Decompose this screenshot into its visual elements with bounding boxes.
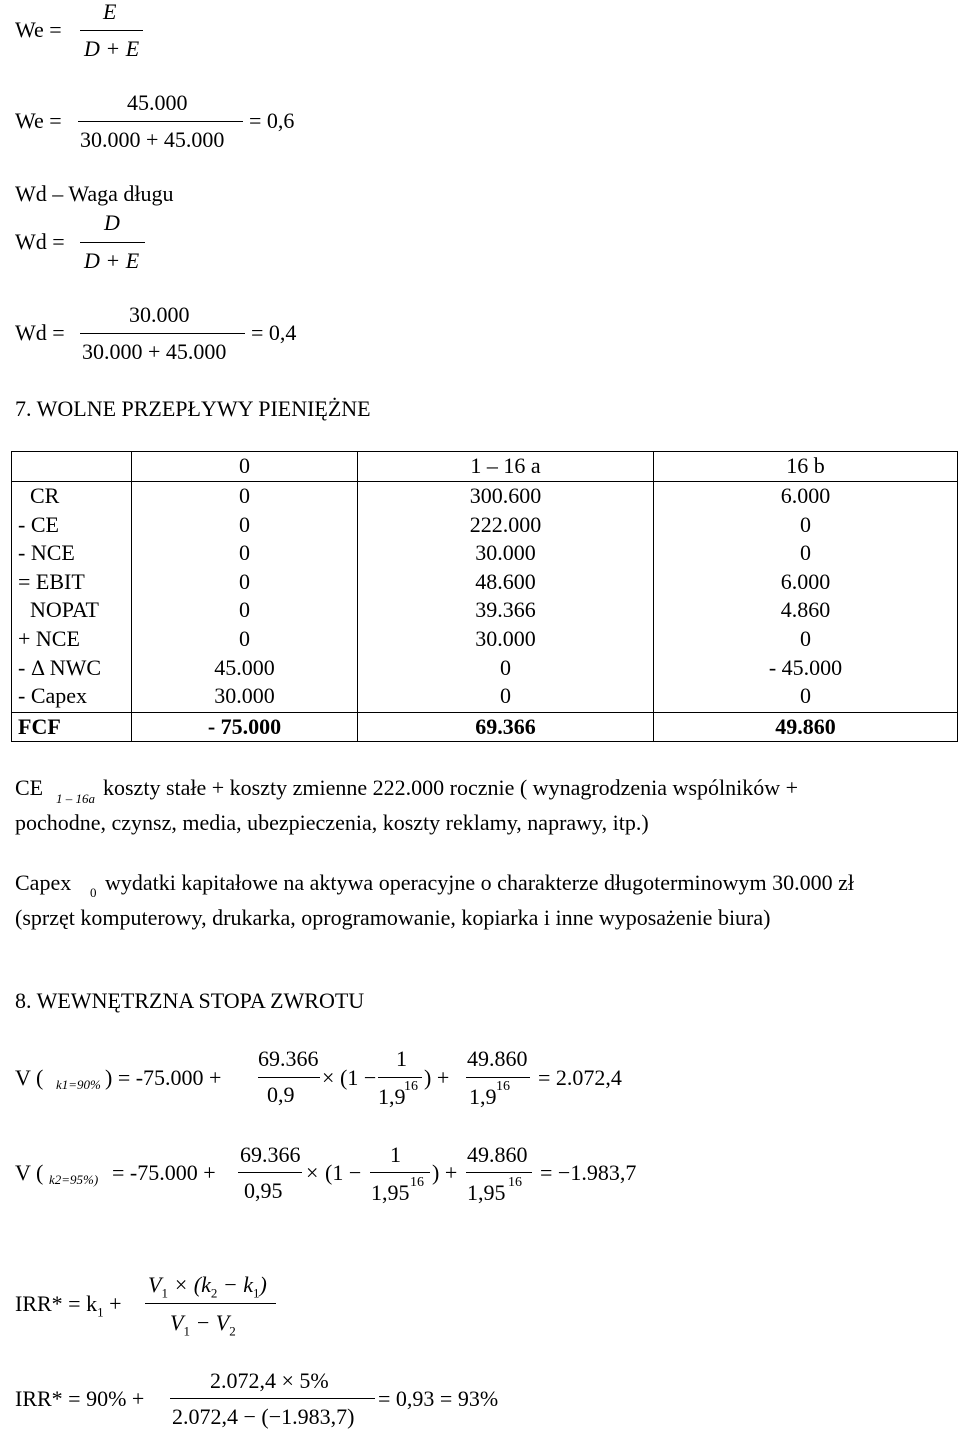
irr-den-v: V [170,1310,184,1335]
row-label-ce: - CE [18,511,59,537]
cell: 30.000 [214,683,275,709]
v2-frac2-denominator: 1,95 [371,1180,410,1205]
v2-frac2-bar [370,1172,430,1173]
irr-formula-numerator [148,1274,267,1299]
irr-num-v: V [148,1272,162,1297]
cell: 30.000 [475,540,536,566]
wd-calc-denominator: 30.000 + 45.000 [82,339,227,364]
cell: 0 [239,625,250,651]
irr-formula-lhs-text: IRR* = k [15,1291,98,1316]
irr-formula-plus: + [103,1291,122,1316]
cell: 0 [239,568,250,594]
v2-open: (1 − [325,1160,362,1185]
v1-result: = 2.072,4 [538,1065,622,1090]
irr-num-v1-subscript: 1 [161,1285,168,1301]
cell: 4.860 [780,597,831,623]
cell: 6.000 [780,568,831,594]
ce-note-text-1: koszty stałe + koszty zmienne 222.000 rocznie ( wynagrodzenia wspólników + [103,775,799,800]
row-label-cr: CR [30,483,60,508]
ce-note-subscript: 1 – 16a [56,791,95,806]
cell: 0 [500,683,511,709]
row-label-ebit: = EBIT [18,568,85,594]
v2-frac1-bar [238,1172,302,1173]
v1-label: V ( [15,1065,44,1090]
row-label-nopat: NOPAT [30,597,99,623]
fcf-header-col-2: 16 b [654,452,958,482]
irr-num-minus: − k [217,1272,254,1297]
row-label-nce: - NCE [18,540,75,566]
cell: 0 [800,625,811,651]
v1-frac2-exponent: 16 [404,1079,418,1094]
row-label-plus-nce: + NCE [18,625,80,651]
delta-icon: Δ [30,655,46,680]
fcf-total-col-0: - 75.000 [132,713,358,742]
row-label-minus: - [18,654,31,680]
we-calc-fraction-bar [78,121,243,122]
row-label-delta-nwc [18,654,131,683]
cell: 6.000 [780,483,831,508]
wd-def-numerator: D [104,210,120,235]
irr-calc-denominator: 2.072,4 − (−1.983,7) [172,1404,355,1429]
fcf-header-row [12,452,958,482]
capex-note-text-1: wydatki kapitałowe na aktywa operacyjne o charakterze długoterminowym 30.000 zł [105,870,854,895]
capex-note-label: Capex [15,870,72,895]
cell: 48.600 [475,568,536,594]
v2-frac3-bar [466,1172,532,1173]
v1-close-eq: ) = -75.000 + [105,1065,222,1090]
fcf-header-label [12,452,132,482]
we-def-fraction-bar [80,30,143,31]
v2-result: = −1.983,7 [540,1160,637,1185]
v1-frac1-numerator: 69.366 [258,1046,319,1071]
fcf-row-labels [12,482,132,713]
fcf-col-0 [132,482,358,713]
irr-num-times: × (k [167,1272,211,1297]
we-def-numerator: E [103,0,117,24]
irr-num-k1-subscript: 1 [253,1285,260,1301]
we-def-lhs: We = [15,17,62,42]
fcf-header-col-1: 1 – 16 a [358,452,654,482]
we-calc-result: = 0,6 [249,108,295,133]
cell: 0 [800,511,811,537]
fcf-col-1 [358,482,654,713]
v2-subscript: k2=95%) [49,1172,99,1187]
v1-frac2-bar [378,1077,422,1078]
v2-close-plus: ) + [432,1160,458,1185]
cell: 222.000 [469,511,542,537]
cell: 0 [239,597,250,623]
cell: - 45.000 [768,654,843,680]
v1-frac3-exponent: 16 [496,1079,510,1094]
v2-close-eq: = -75.000 + [112,1160,216,1185]
cell: 0 [239,483,250,508]
irr-formula-lhs [15,1293,122,1318]
section-7-heading: 7. WOLNE PRZEPŁYWY PIENIĘŻNE [15,396,371,421]
cell: 0 [500,654,511,680]
wd-calc-result: = 0,4 [251,320,297,345]
ce-note-text-2: pochodne, czynsz, media, ubezpieczenia, koszty reklamy, naprawy, itp.) [15,810,649,835]
v1-frac3-numerator: 49.860 [467,1046,528,1071]
cell: 45.000 [214,654,275,680]
v1-frac1-bar [258,1077,320,1078]
wd-calc-numerator: 30.000 [129,302,190,327]
v1-close-plus: ) + [424,1065,450,1090]
irr-num-close: ) [259,1272,267,1297]
irr-calc-lhs: IRR* = 90% + [15,1386,145,1411]
we-def-denominator: D + E [84,36,140,61]
irr-formula-denominator [170,1312,236,1337]
irr-formula-bar [145,1303,276,1304]
v2-times: × [306,1160,319,1185]
fcf-total-col-1: 69.366 [358,713,654,742]
ce-note-label: CE [15,775,44,800]
irr-calc-result: = 0,93 = 93% [378,1386,499,1411]
v2-frac3-denominator: 1,95 [467,1180,506,1205]
we-calc-lhs: We = [15,108,62,133]
irr-calc-numerator: 2.072,4 × 5% [210,1368,329,1393]
cell: 0 [800,540,811,566]
v1-times: × [322,1065,335,1090]
wd-calc-lhs: Wd = [15,320,65,345]
capex-note-subscript: 0 [90,885,97,900]
v2-frac1-denominator: 0,95 [244,1178,283,1203]
v1-open: (1 − [340,1065,377,1090]
v1-frac3-bar [466,1077,530,1078]
v2-frac1-numerator: 69.366 [240,1142,301,1167]
capex-note-text-2: (sprzęt komputerowy, drukarka, oprogramowanie, kopiarka i inne wyposażenie biura) [15,905,771,930]
fcf-total-label: FCF [12,713,132,742]
cell: 0 [800,683,811,709]
v2-frac2-numerator: 1 [390,1142,401,1167]
section-8-heading: 8. WEWNĘTRZNA STOPA ZWROTU [15,988,365,1013]
fcf-header-col-0: 0 [132,452,358,482]
cell: 30.000 [475,625,536,651]
wd-calc-fraction-bar [80,333,245,334]
row-label-nwc: NWC [49,654,102,680]
irr-num-k2-subscript: 2 [210,1285,218,1301]
irr-calc-bar [170,1398,375,1399]
wd-def-lhs: Wd = [15,229,65,254]
v1-frac1-denominator: 0,9 [267,1082,295,1107]
row-label-capex: - Capex [18,683,88,709]
v2-frac2-exponent: 16 [410,1175,424,1190]
v2-frac3-numerator: 49.860 [467,1142,528,1167]
wd-caption: Wd – Waga długu [15,181,174,206]
v2-label: V ( [15,1160,44,1185]
irr-den-v1-subscript: 1 [183,1323,190,1339]
irr-den-v2-subscript: 2 [229,1323,236,1339]
we-calc-numerator: 45.000 [127,90,188,115]
v1-frac2-numerator: 1 [396,1046,407,1071]
wd-def-fraction-bar [80,242,145,243]
wd-def-denominator: D + E [84,248,140,273]
v2-frac3-exponent: 16 [508,1175,522,1190]
cell: 300.600 [469,483,542,508]
irr-den-minus: − V [189,1310,230,1335]
irr-formula-k1-subscript: 1 [97,1304,104,1320]
fcf-col-2 [654,482,958,713]
fcf-body-row [12,482,958,713]
v1-subscript: k1=90% [56,1077,101,1092]
we-calc-denominator: 30.000 + 45.000 [80,127,225,152]
fcf-total-row [12,713,958,742]
v1-frac2-denominator: 1,9 [378,1084,406,1109]
fcf-table [11,451,958,742]
cell: 0 [239,540,250,566]
cell: 0 [239,511,250,537]
v1-frac3-denominator: 1,9 [469,1084,497,1109]
cell: 39.366 [475,597,536,623]
fcf-total-col-2: 49.860 [654,713,958,742]
